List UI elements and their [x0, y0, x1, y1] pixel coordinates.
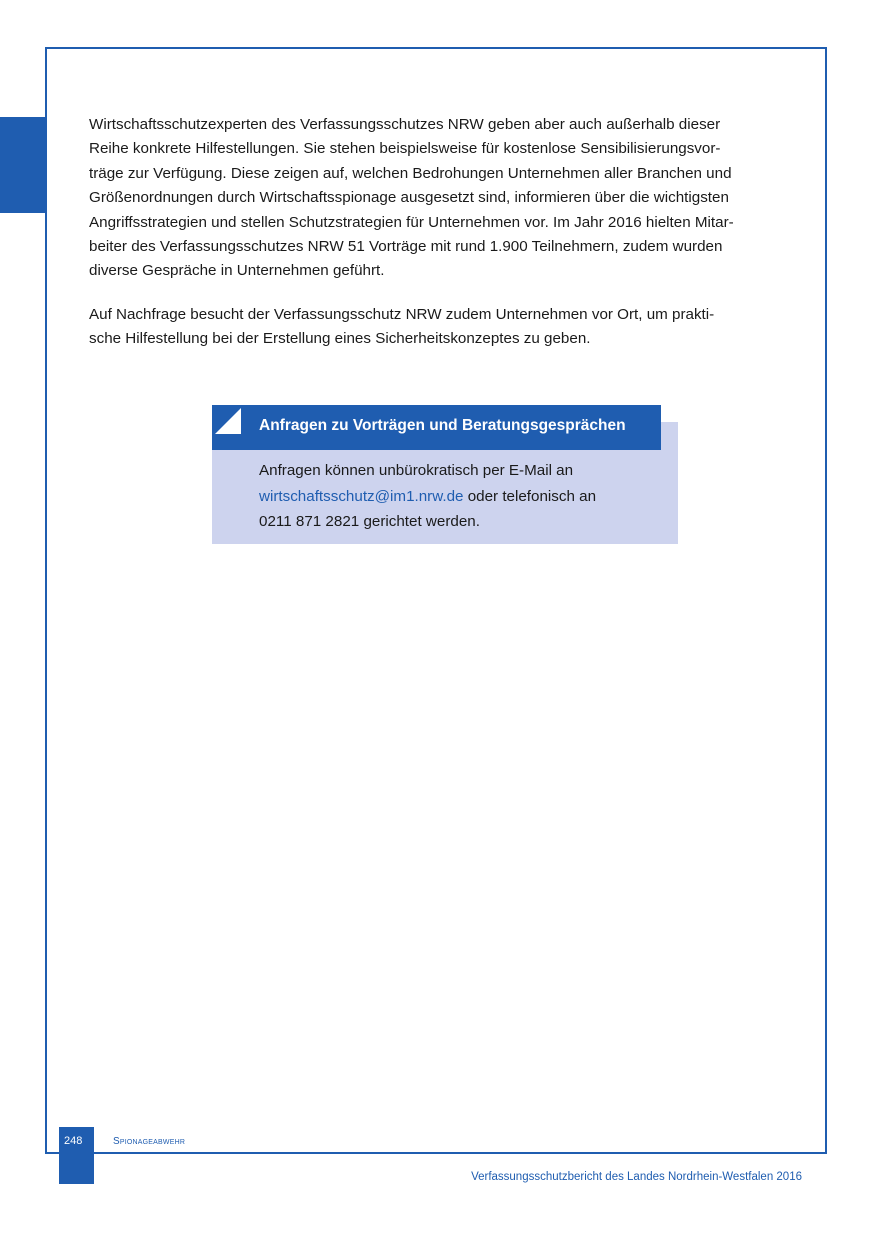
section-label: Spionageabwehr — [113, 1136, 186, 1147]
email-link[interactable]: wirtschaftsschutz@im1.nrw.de — [259, 487, 464, 505]
text-line: Wirtschaftsschutzexperten des Verfassungsschutzes NRW geben aber auch außerhalb dieser — [89, 116, 721, 133]
text-line: Auf Nachfrage besucht der Verfassungsschutz NRW zudem Unternehmen vor Ort, um prakti- — [89, 305, 715, 323]
chapter-side-tab — [0, 117, 45, 213]
infobox-line: oder telefonisch an — [463, 487, 597, 505]
text-line: diverse Gespräche in Unternehmen geführt. — [89, 262, 385, 280]
infobox-header — [212, 405, 661, 450]
main-text — [89, 113, 802, 371]
text-line: Größenordnungen durch Wirtschaftsspionage ausgesetzt sind, informieren über die wichtigsten — [89, 189, 729, 207]
paragraph-2 — [89, 303, 802, 352]
text-line: Angriffsstrategien und stellen Schutzstrategien für Unternehmen vor. Im Jahr 2016 hielten Mitar- — [89, 213, 734, 231]
contact-infobox — [212, 405, 678, 544]
infobox-line: 0211 871 2821 gerichtet werden. — [259, 513, 480, 530]
infobox-line: Anfragen können unbürokratisch per E-Mail an — [259, 462, 574, 479]
text-line: sche Hilfestellung bei der Erstellung eines Sicherheitskonzeptes zu geben. — [89, 330, 591, 348]
page-number: 248 — [64, 1135, 83, 1147]
infobox-title: Anfragen zu Vorträgen und Beratungsgesprächen — [259, 417, 626, 434]
report-title: Verfassungsschutzbericht des Landes Nordrhein-Westfalen 2016 — [471, 1171, 802, 1183]
text-line: träge zur Verfügung. Diese zeigen auf, welchen Bedrohungen Unternehmen aller Branchen und — [89, 164, 732, 182]
infobox-body — [259, 458, 669, 535]
corner-triangle-icon — [215, 408, 241, 434]
text-line: Reihe konkrete Hilfestellungen. Sie stehen beispielsweise für kostenlose Sensibilisierungsvor- — [89, 140, 721, 158]
text-line: beiter des Verfassungsschutzes NRW 51 Vorträge mit rund 1.900 Teilnehmern, zudem wurden — [89, 238, 723, 256]
paragraph-1 — [89, 113, 802, 284]
